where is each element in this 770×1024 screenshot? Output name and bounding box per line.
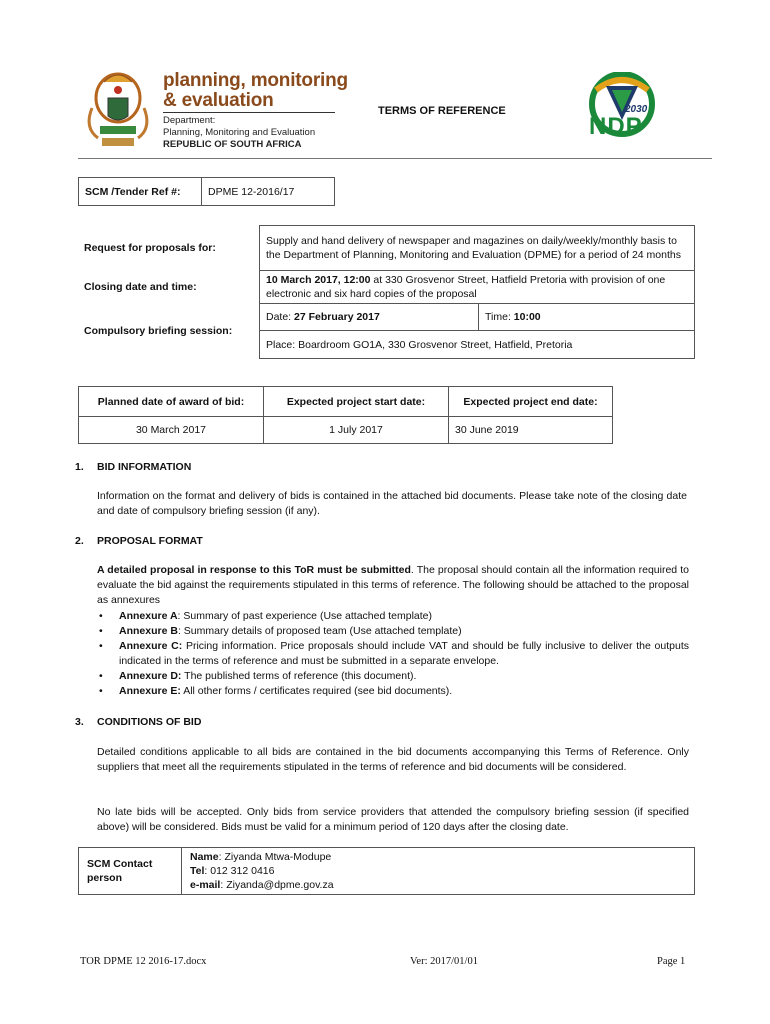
ndp-text: NDP	[589, 113, 643, 140]
contact-tel-label: Tel	[190, 865, 205, 877]
request-value: Supply and hand delivery of newspaper and magazines on daily/weekly/monthly basis to the Department of Planning, Monitoring and Evaluation (DPME) for a period of 24 months	[260, 226, 695, 271]
end-date-value: 30 June 2019	[449, 417, 613, 444]
list-item	[97, 624, 689, 639]
list-item	[97, 684, 689, 699]
briefing-date-value: 27 February 2017	[294, 311, 380, 323]
rfp-table	[78, 225, 695, 359]
annexure-label: Annexure E:	[119, 685, 181, 697]
section-3-title: CONDITIONS OF BID	[97, 716, 202, 728]
closing-datetime: 10 March 2017, 12:00	[266, 274, 371, 286]
annexure-label: Annexure B	[119, 625, 178, 637]
contact-label: SCM Contact person	[79, 848, 182, 895]
ndp-year: 2030	[625, 104, 648, 115]
bullet-icon: •	[99, 640, 103, 652]
annexure-text: Pricing information. Price proposals should include VAT and should be fully inclusive to deliver the outputs indicated in the terms of reference and must be submitted in a separate envelope.	[119, 640, 689, 667]
contact-name-value: : Ziyanda Mtwa-Modupe	[218, 851, 332, 863]
annexure-text: : Summary details of proposed team (Use attached template)	[177, 625, 462, 637]
tender-ref-label: SCM /Tender Ref #:	[79, 178, 202, 206]
bullet-icon: •	[99, 670, 103, 682]
section-3-paragraph-2: No late bids will be accepted. Only bids from service providers that attended the compulsory briefing session (if specified above) will be considered. Bids must be valid for a minimum period of 120 days after the closing date.	[97, 806, 689, 833]
dept-name: Planning, Monitoring and Evaluation	[163, 127, 316, 138]
list-item	[97, 639, 689, 669]
annexure-text: The published terms of reference (this document).	[181, 670, 417, 682]
annexure-label: Annexure D:	[119, 670, 182, 682]
contact-email	[190, 878, 688, 892]
section-3-number: 3.	[75, 716, 84, 728]
contact-name-label: Name	[190, 851, 219, 863]
footer-version: Ver: 2017/01/01	[410, 956, 478, 967]
section-2-intro-rest: . The proposal should contain all the information required to evaluate the bid against the requirements stipulated in this terms of reference. The following should be attached to the proposal as annexures	[97, 564, 689, 606]
header-divider	[78, 158, 712, 159]
project-dates-table	[78, 386, 613, 444]
start-date-value: 1 July 2017	[264, 417, 449, 444]
award-date-value: 30 March 2017	[79, 417, 264, 444]
tender-ref-table	[78, 177, 335, 206]
briefing-date-prefix: Date:	[266, 311, 295, 323]
annexure-text: : Summary of past experience (Use attached template)	[177, 610, 432, 622]
tender-ref-value: DPME 12-2016/17	[202, 178, 335, 206]
request-label: Request for proposals for:	[78, 226, 260, 271]
coat-of-arms-icon	[84, 68, 152, 152]
contact-name	[190, 850, 688, 864]
dept-label: Department:	[163, 115, 216, 126]
list-item	[97, 609, 689, 624]
section-2-number: 2.	[75, 535, 84, 547]
section-1-title: BID INFORMATION	[97, 461, 192, 473]
footer-page-number: Page 1	[657, 956, 686, 967]
list-item	[97, 669, 689, 684]
briefing-time-prefix: Time:	[485, 311, 514, 323]
section-1-number: 1.	[75, 461, 84, 473]
section-3-paragraph-1: Detailed conditions applicable to all bids are contained in the bid documents accompanying this Terms of Reference. Only suppliers that meet all the requirements stipulated in the terms of reference and bid documents will be considered.	[97, 746, 689, 773]
section-2-title: PROPOSAL FORMAT	[97, 535, 203, 547]
section-1-text: Information on the format and delivery of bids is contained in the attached bid documents. Please take note of the closing date and date of compulsory briefing session (if any).	[97, 490, 687, 517]
contact-table	[78, 847, 695, 895]
end-date-header: Expected project end date:	[449, 387, 613, 417]
briefing-place: Place: Boardroom GO1A, 330 Grosvenor Street, Hatfield, Pretoria	[260, 331, 695, 359]
briefing-date	[260, 304, 479, 331]
annexure-label: Annexure A	[119, 610, 178, 622]
briefing-label: Compulsory briefing session:	[78, 304, 260, 359]
logo-title-line2: & evaluation	[163, 90, 274, 111]
start-date-header: Expected project start date:	[264, 387, 449, 417]
bullet-icon: •	[99, 625, 103, 637]
closing-details: at 330 Grosvenor Street, Hatfield Pretoria with provision of one electronic and six hard copies of the proposal	[266, 274, 666, 300]
contact-tel	[190, 864, 688, 878]
annexure-list	[97, 609, 689, 699]
briefing-time	[479, 304, 695, 331]
bullet-icon: •	[99, 610, 103, 622]
briefing-time-value: 10:00	[513, 311, 541, 323]
section-2-intro-bold: A detailed proposal in response to this ToR must be submitted	[97, 564, 411, 576]
logo-underline	[163, 112, 335, 113]
bullet-icon: •	[99, 685, 103, 697]
page-title: TERMS OF REFERENCE	[378, 105, 506, 117]
footer-filename: TOR DPME 12 2016-17.docx	[80, 956, 207, 967]
contact-tel-value: : 012 312 0416	[204, 865, 275, 877]
annexure-label: Annexure C:	[119, 640, 183, 652]
section-2-intro	[97, 563, 689, 608]
logo-title-line1: planning, monitoring	[163, 70, 348, 91]
contact-details	[182, 848, 695, 895]
closing-label: Closing date and time:	[78, 271, 260, 304]
contact-email-value: : Ziyanda@dpme.gov.za	[220, 879, 334, 891]
closing-value	[260, 271, 695, 304]
award-date-header: Planned date of award of bid:	[79, 387, 264, 417]
dept-country: REPUBLIC OF SOUTH AFRICA	[163, 139, 302, 150]
contact-email-label: e-mail	[190, 879, 221, 891]
annexure-text: All other forms / certificates required (see bid documents).	[180, 685, 453, 697]
